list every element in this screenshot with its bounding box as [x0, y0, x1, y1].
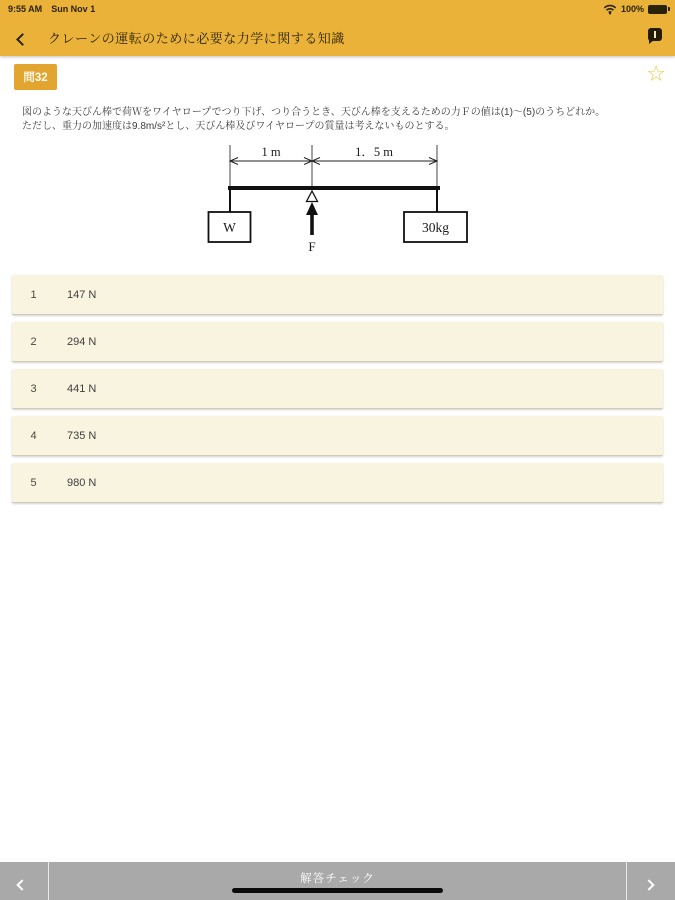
bottom-nav-bar [0, 862, 675, 900]
nav-header [0, 18, 675, 56]
status-time: 9:55 AM [8, 4, 43, 14]
question-line-1: 図のような天びん棒で荷Ｗをワイヤロープでつり下げ、つり合うとき、天びん棒を支えるための力Ｆの値は(1)～(5)のうちどれか。 [22, 107, 606, 118]
answer-check-button[interactable]: 解答チェック [300, 873, 375, 885]
page-title: クレーンの運転のために必要な力学に関する知識 [48, 31, 345, 46]
option-label: 147 N [67, 288, 97, 301]
question-text [22, 106, 664, 133]
option-label: 294 N [67, 335, 97, 348]
options-list [12, 275, 663, 510]
chevron-left-icon [16, 33, 29, 46]
option-number: 1 [30, 288, 37, 301]
top-bar [0, 0, 675, 56]
battery-icon [648, 5, 667, 14]
home-indicator[interactable] [232, 888, 443, 893]
option-row-4[interactable] [12, 416, 663, 456]
dim-left-label: 1 m [261, 145, 281, 159]
option-label: 735 N [67, 429, 97, 442]
option-number: 2 [30, 335, 37, 348]
option-row-3[interactable] [12, 369, 663, 409]
load-30kg-label: 30kg [422, 220, 449, 235]
force-label: F [308, 239, 316, 254]
battery-percent: 100% [620, 4, 644, 14]
beam [228, 186, 440, 190]
status-bar [0, 0, 675, 18]
status-date: Sun Nov 1 [51, 4, 96, 14]
back-button[interactable] [18, 31, 34, 45]
option-row-5[interactable] [12, 463, 663, 503]
option-number: 3 [30, 382, 37, 395]
option-row-1[interactable] [12, 275, 663, 315]
option-row-2[interactable] [12, 322, 663, 362]
report-icon[interactable] [648, 28, 662, 41]
question-line-2: ただし、重力の加速度は9.8m/s²とし、天びん棒及びワイヤロープの質量は考えないものとする。 [22, 120, 455, 132]
favorite-star-icon[interactable]: ☆ [646, 61, 666, 86]
dim-right-label: 1．5 m [355, 145, 393, 159]
option-number: 4 [30, 429, 37, 442]
option-label: 441 N [67, 382, 97, 395]
next-question-button[interactable] [645, 876, 657, 887]
option-number: 5 [30, 476, 37, 489]
divider [626, 862, 627, 900]
question-number-badge: 問32 [14, 64, 57, 90]
wifi-icon [603, 4, 617, 15]
load-w-label: W [223, 220, 236, 235]
fulcrum-icon [307, 191, 318, 202]
chevron-right-icon [643, 879, 654, 890]
lever-diagram [197, 142, 477, 254]
option-label: 980 N [67, 476, 97, 489]
